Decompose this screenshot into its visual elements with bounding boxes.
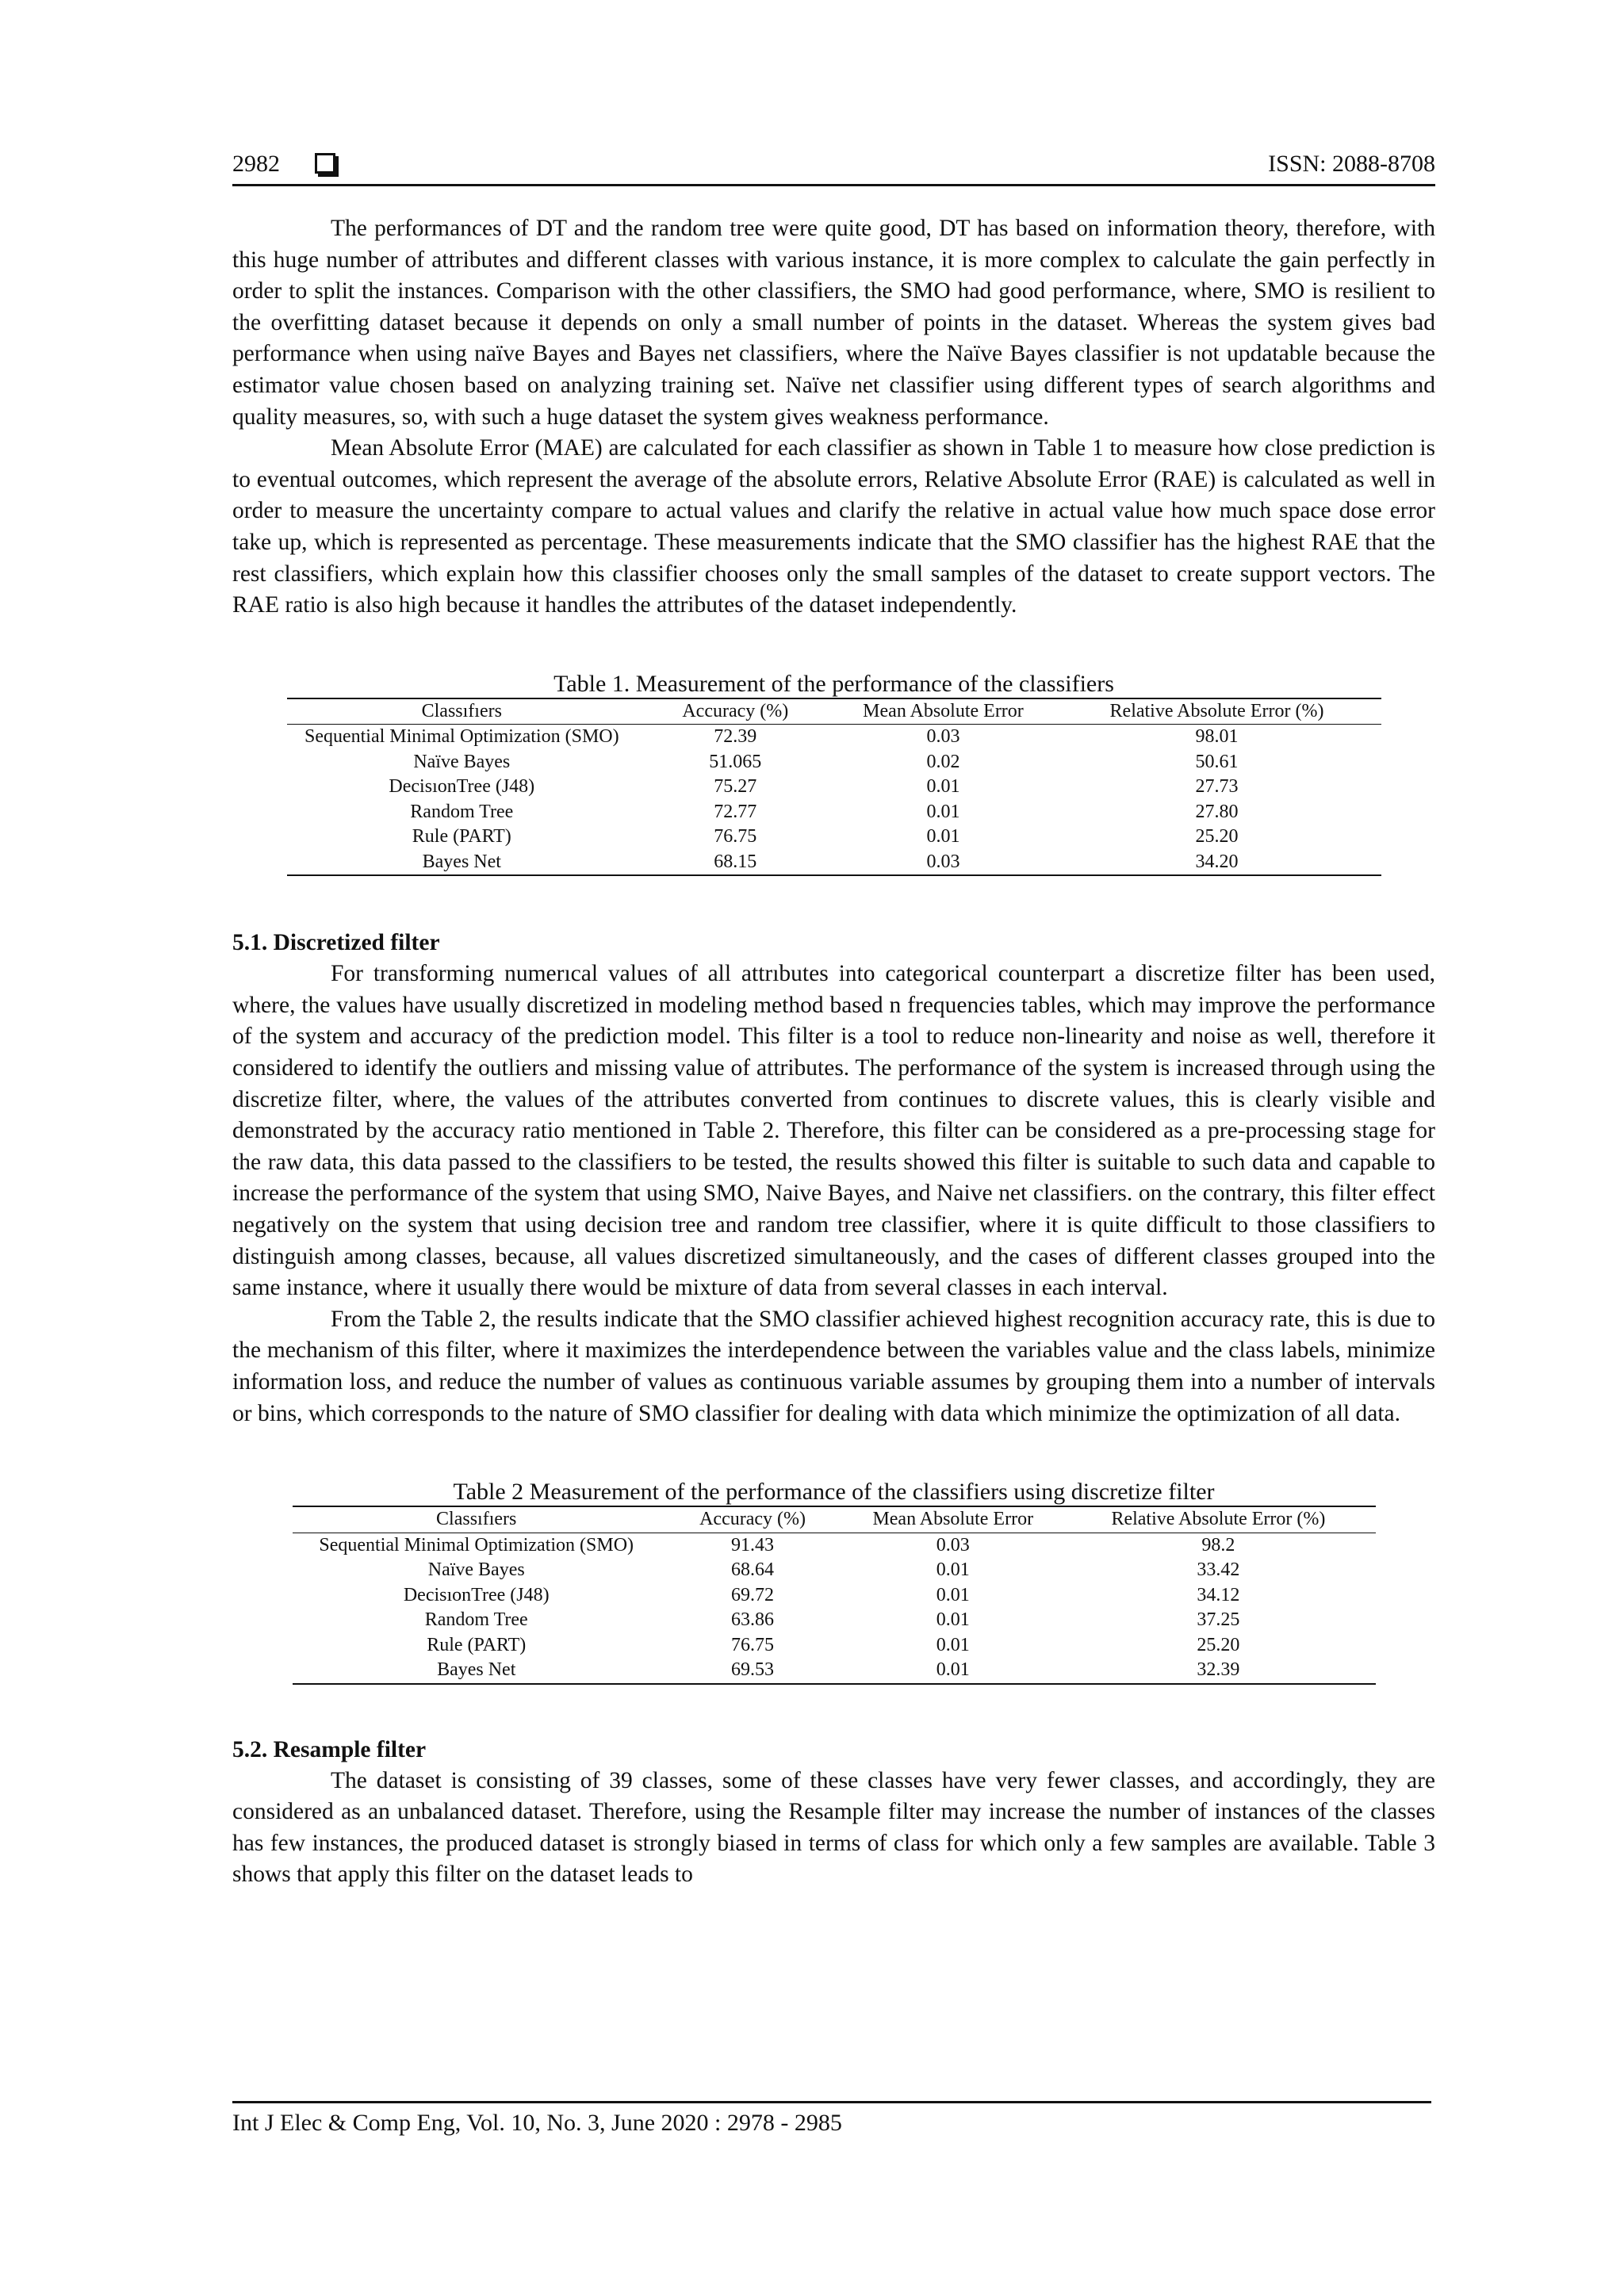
table-cell: Naïve Bayes — [413, 751, 511, 772]
table-cell: 0.01 — [936, 1559, 970, 1581]
column-header: Mean Absolute Error — [845, 1506, 1061, 1533]
table-cell: 34.20 — [1052, 850, 1381, 876]
table-2 — [293, 1479, 1376, 1685]
table-header-row — [293, 1506, 1376, 1533]
page-header — [232, 151, 1435, 186]
table-cell: 0.01 — [926, 801, 960, 822]
table-cell: 32.39 — [1061, 1658, 1375, 1684]
table-cell: Sequential Minimal Optimization (SMO) — [304, 726, 619, 748]
table-cell: 76.75 — [714, 826, 757, 848]
paragraph-1: The performances of DT and the random tree were quite good, DT has based on information theory, therefore, with this huge number of attributes and different classes with various instance, it is more complex to calculate the gain perfectly in order to split the instances. Comparison with the other classifiers, the SMO had good performance, where, SMO is resilient to the overfitting dataset because it depends on only a small number of points in the dataset. Whereas the system gives bad performance when using naïve Bayes and Bayes net classifiers, where the Naïve Bayes classifier is not updatable because the estimator value chosen based on analyzing training set. Naïve net classifier using different types of search algorithms and quality measures, so, with such a huge dataset the system gives weakness performance. — [232, 216, 1435, 430]
table-row — [287, 750, 1381, 775]
table-cell: 51.065 — [709, 751, 762, 772]
column-header: Mean Absolute Error — [833, 698, 1052, 725]
page-number: 2982 — [232, 151, 280, 177]
table-cell: 0.01 — [926, 826, 960, 848]
table-cell: 34.12 — [1197, 1584, 1240, 1605]
table-cell: Rule (PART) — [412, 826, 511, 848]
table-cell: 50.61 — [1195, 751, 1239, 772]
table-cell: 0.01 — [936, 1609, 970, 1631]
section-heading-5-2: 5.2. Resample filter — [232, 1736, 427, 1762]
table-cell: 72.77 — [714, 801, 757, 822]
table-2-caption: Table 2 Measurement of the performance of the classifiers using discretize filter — [453, 1479, 1215, 1506]
paragraph-3: For transforming numerıcal values of all attrıbutes into categorical counterpart a discretize filter has been used, where, the values have usually discretized in modeling method based n frequencies tables, which may improve the performance of the system and accuracy of the prediction model. This filter is a tool to reduce non-linearity and noise as well, therefore it considered to identify the outliers and missing value of attributes. The performance of the system is increased through using the discretize filter, where, the values of the attributes converted from continues to discrete values, this is clearly visible and demonstrated by the accuracy ratio mentioned in Table 2. Therefore, this filter can be considered as a pre-processing stage for the raw data, this data passed to the classifiers to be tested, the results showed this filter is suitable to such data and capable to increase the performance of the system that using SMO, Naive Bayes, and Naive net classifiers. on the contrary, this filter effect negatively on the system that using decision tree and random tree classifier, where it is quite difficult to those classifiers to distinguish among classes, because, all values discretized simultaneously, and the cases of different classes grouped into the same instance, where it usually there would be mixture of data from several classes in each interval. — [232, 961, 1435, 1301]
table-cell: 0.03 — [936, 1534, 970, 1556]
table-cell: 69.53 — [661, 1658, 845, 1684]
table-cell: 27.73 — [1195, 776, 1239, 798]
table-cell: Random Tree — [410, 801, 514, 822]
table-cell: 75.27 — [714, 776, 757, 798]
table-row — [293, 1583, 1376, 1609]
column-header: Accuracy (%) — [661, 1506, 845, 1533]
table-cell: Naïve Bayes — [427, 1559, 525, 1581]
paragraph-2: Mean Absolute Error (MAE) are calculated for each classifier as shown in Table 1 to measure how close prediction is to eventual outcomes, which represent the average of the absolute errors, Relative Absolute Error (RAE) is calculated as well in order to measure the uncertainty compare to actual values and clarify the relative in actual value how much space dose error take up, which is represented as percentage. These measurements indicate that the SMO classifier has the highest RAE that the rest classifiers, which explain how this classifier chooses only the small samples of the dataset to create support vectors. The RAE ratio is also high because it handles the attributes of the dataset independently. — [232, 435, 1435, 618]
paragraph-4: From the Table 2, the results indicate that the SMO classifier achieved highest recognition accuracy rate, this is due to the mechanism of this filter, where it maximizes the interdependence between the variables value and the class labels, minimize information loss, and reduce the number of values as continuous variable assumes by grouping them into a number of intervals or bins, which corresponds to the nature of SMO classifier for dealing with data which minimize the optimization of all data. — [232, 1306, 1435, 1426]
table-cell: 76.75 — [731, 1634, 775, 1655]
table-cell: 0.03 — [926, 726, 960, 748]
table-cell: 33.42 — [1197, 1559, 1240, 1581]
table-cell: 69.72 — [731, 1584, 775, 1605]
table-1-grid — [287, 698, 1381, 877]
table-cell: 0.01 — [936, 1634, 970, 1655]
journal-citation: Int J Elec & Comp Eng, Vol. 10, No. 3, June 2020 : 2978 - 2985 — [232, 2110, 842, 2136]
table-row — [293, 1608, 1376, 1633]
table-cell: 0.02 — [926, 751, 960, 772]
table-cell: 27.80 — [1195, 801, 1239, 822]
column-header: Relative Absolute Error (%) — [1061, 1506, 1375, 1533]
table-cell: Bayes Net — [287, 850, 638, 876]
table-cell: 98.2 — [1201, 1534, 1235, 1556]
table-cell: 25.20 — [1195, 826, 1239, 848]
table-cell: Random Tree — [424, 1609, 528, 1631]
column-header: Accuracy (%) — [637, 698, 833, 725]
table-row — [287, 775, 1381, 800]
table-row — [293, 1533, 1376, 1558]
table-cell: 37.25 — [1197, 1609, 1240, 1631]
column-header: Relative Absolute Error (%) — [1052, 698, 1381, 725]
header-left — [232, 151, 335, 178]
page — [232, 151, 1435, 1891]
table-cell: 0.01 — [845, 1658, 1061, 1684]
page-footer — [232, 2101, 1431, 2137]
table-cell: Bayes Net — [293, 1658, 661, 1684]
table-row — [287, 850, 1381, 876]
table-cell: 0.01 — [926, 776, 960, 798]
table-cell: 68.15 — [637, 850, 833, 876]
table-cell: 72.39 — [714, 726, 757, 748]
table-2-grid — [293, 1506, 1376, 1685]
table-row — [293, 1658, 1376, 1684]
table-cell: DecisıonTree (J48) — [389, 776, 535, 798]
table-row — [287, 725, 1381, 750]
table-1-caption: Table 1. Measurement of the performance of the classifiers — [553, 670, 1114, 697]
paragraph-5: The dataset is consisting of 39 classes, some of these classes have very fewer classes, and accordingly, they are considered as an unbalanced dataset. Therefore, using the Resample filter may increase the number of instances of the classes has few instances, the produced dataset is strongly biased in terms of class for which only a few samples are available. Table 3 shows that apply this filter on the dataset leads to — [232, 1767, 1435, 1888]
table-cell: Rule (PART) — [427, 1634, 527, 1655]
table-cell: 25.20 — [1197, 1634, 1240, 1655]
column-header: Classıfıers — [293, 1506, 661, 1533]
table-header-row — [287, 698, 1381, 725]
table-cell: DecisıonTree (J48) — [403, 1584, 550, 1605]
section-heading-5-1: 5.1. Discretized filter — [232, 930, 440, 956]
table-row — [287, 825, 1381, 850]
table-row — [293, 1633, 1376, 1659]
table-cell: Sequential Minimal Optimization (SMO) — [319, 1534, 634, 1556]
issn: ISSN: 2088-8708 — [1268, 151, 1435, 177]
table-cell: 0.01 — [936, 1584, 970, 1605]
table-row — [293, 1558, 1376, 1583]
table-cell: 63.86 — [731, 1609, 775, 1631]
table-1 — [287, 671, 1381, 877]
table-cell: 91.43 — [731, 1534, 775, 1556]
table-cell: 98.01 — [1195, 726, 1239, 748]
column-header: Classıfıers — [287, 698, 638, 725]
table-cell: 68.64 — [731, 1559, 775, 1581]
table-cell: 0.03 — [833, 850, 1052, 876]
checkbox-square-icon — [315, 153, 335, 174]
table-row — [287, 800, 1381, 825]
